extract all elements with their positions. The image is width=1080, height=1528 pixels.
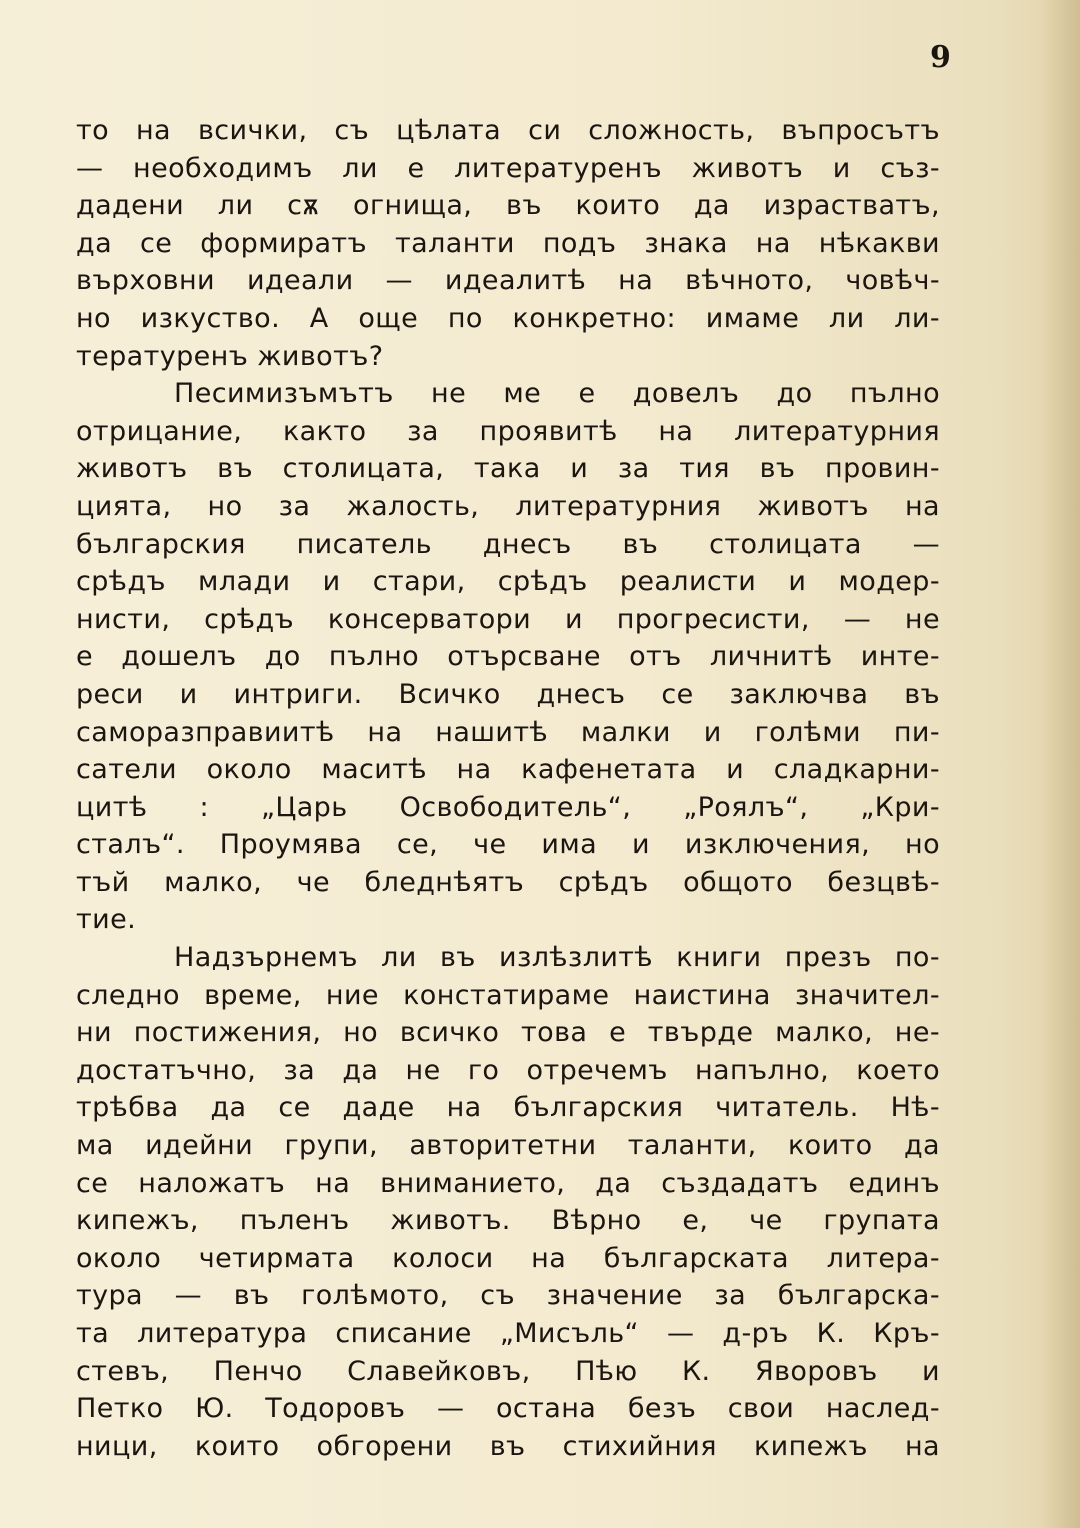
text-line: животъ въ столицата, така и за тия въ провин- (76, 453, 940, 485)
text-line: сталъ“. Проумява се, че има и изключения, но (76, 829, 940, 861)
text-line: кипежъ, пъленъ животъ. Вѣрно е, че групата (76, 1205, 940, 1237)
text-line: трѣбва да се даде на българския читатель. Нѣ- (76, 1092, 940, 1124)
text-line: цията, но за жалость, литературния животъ на (76, 490, 940, 522)
paragraph (76, 939, 940, 1465)
page-body-text (76, 112, 940, 1465)
text-line: то на всички, съ цѣлата си сложность, въпросътъ (76, 115, 940, 146)
text-line: Надзърнемъ ли въ излѣзлитѣ книги презъ по- (174, 942, 940, 974)
text-line: — необходимъ ли е литературенъ животъ и съз- (76, 152, 940, 184)
text-line: тературенъ животъ? (76, 340, 384, 372)
text-line: следно време, ние констатираме наистина значител- (76, 979, 940, 1011)
text-line: да се формиратъ таланти подъ знака на нѣкакви (76, 227, 940, 259)
text-line: ни постижения, но всичко това е твърде малко, не- (76, 1017, 940, 1049)
text-line: дадени ли сѫ огнища, въ които да израстватъ, (76, 190, 940, 222)
text-line: тура — въ голѣмото, съ значение за българска- (76, 1280, 940, 1312)
text-line: около четирмата колоси на българската литера- (76, 1242, 940, 1274)
text-line: саморазправиитѣ на нашитѣ малки и голѣми пи- (76, 716, 940, 748)
page-edge-shadow (1040, 0, 1080, 1528)
text-line: срѣдъ млади и стари, срѣдъ реалисти и модер- (76, 566, 940, 598)
text-line: ма идейни групи, авторитетни таланти, които да (76, 1130, 940, 1162)
text-line: цитѣ : „Царь Освободитель“, „Роялъ“, „Кри- (76, 791, 940, 823)
text-line: реси и интриги. Всичко днесъ се заключва въ (76, 678, 940, 710)
text-line: върховни идеали — идеалитѣ на вѣчното, човѣч- (76, 265, 940, 297)
text-line: стевъ, Пенчо Славейковъ, Пѣю К. Яворовъ и (76, 1355, 940, 1387)
text-line: тъй малко, че бледнѣятъ срѣдъ общото безцвѣ- (76, 866, 940, 898)
paragraph (76, 112, 940, 375)
text-line: тие. (76, 904, 137, 936)
text-line: сатели около маситѣ на кафенетата и сладкарни- (76, 754, 940, 786)
paragraph (76, 375, 940, 939)
text-line: отрицание, както за проявитѣ на литературния (76, 415, 940, 447)
text-line: Песимизъмътъ не ме е довелъ до пълно (174, 378, 940, 410)
text-line: достатъчно, за да не го отречемъ напълно, което (76, 1054, 940, 1086)
text-line: е дошелъ до пълно отърсване отъ личнитѣ инте- (76, 641, 940, 673)
text-line: та литература списание „Мисъль“ — д-ръ К. Кръ- (76, 1318, 940, 1349)
page-number: 9 (930, 40, 951, 75)
text-line: Петко Ю. Тодоровъ — остана безъ свои наслед- (76, 1393, 940, 1425)
text-line: но изкуство. А още по конкретно: имаме ли ли- (76, 302, 940, 334)
text-line: нисти, срѣдъ консерватори и прогресисти, — не (76, 603, 940, 635)
text-line: се наложатъ на вниманието, да създадатъ единъ (76, 1167, 940, 1199)
text-line: ници, които обгорени въ стихийния кипежъ на (76, 1430, 940, 1462)
text-line: българския писатель днесъ въ столицата — (76, 528, 940, 560)
